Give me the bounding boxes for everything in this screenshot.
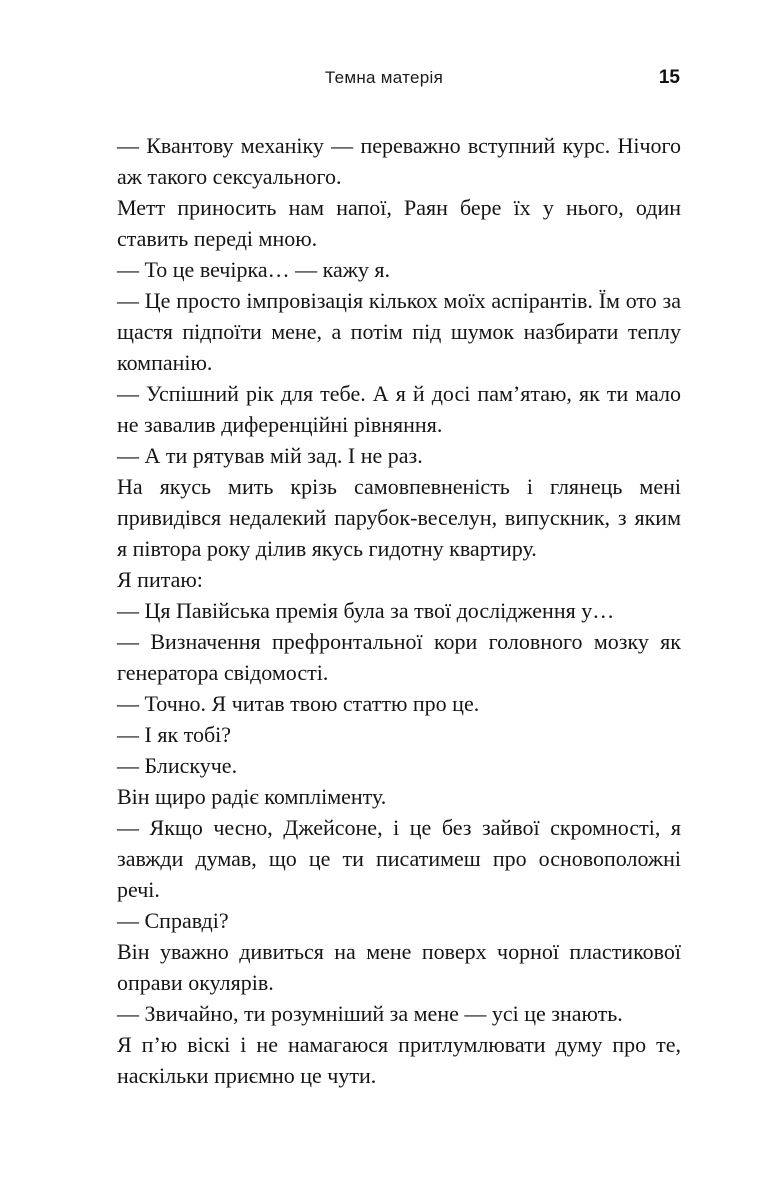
paragraph: — І як тобі? — [117, 722, 232, 747]
body-text — [117, 130, 681, 1091]
paragraph: — Точно. Я читав твою статтю про це. — [117, 691, 480, 716]
paragraph: — Блискуче. — [117, 753, 238, 778]
paragraph: Я питаю: — [117, 567, 203, 592]
paragraph: На якусь мить крізь самовпевненість і глянець мені привидівся недалекий парубок-веселун, випускник, з яким я півтора року ділив якусь гидотну квартиру. — [117, 474, 681, 561]
paragraph: — А ти рятував мій зад. І не раз. — [117, 443, 423, 468]
page-number: 15 — [658, 67, 680, 88]
paragraph: — Квантову механіку — переважно вступний курс. Нічого аж такого сексуального. — [117, 133, 681, 189]
paragraph: Я п’ю віскі і не намагаюся притлумлювати думу про те, наскільки приємно це чути. — [117, 1032, 681, 1088]
paragraph: Метт приносить нам напої, Раян бере їх у нього, один ставить переді мною. — [117, 195, 681, 251]
paragraph: — Якщо чесно, Джейсоне, і це без зайвої скромності, я завжди думав, що це ти писатимеш про основоположні речі. — [117, 815, 681, 902]
paragraph: — Визначення префронтальної кори головного мозку як генератора свідомості. — [117, 629, 681, 685]
running-head — [0, 68, 768, 96]
paragraph: — То це вечірка… — кажу я. — [117, 257, 391, 282]
paragraph: — Успішний рік для тебе. А я й досі пам’ятаю, як ти мало не завалив диференційні рівняння. — [117, 381, 681, 437]
paragraph: — Це просто імпровізація кількох моїх аспірантів. Їм ото за щастя підпоїти мене, а потім під шумок назбирати теплу компанію. — [117, 288, 681, 375]
paragraph: — Звичайно, ти розумніший за мене — усі це знають. — [117, 1001, 623, 1026]
paragraph: — Справді? — [117, 908, 229, 933]
running-title: Темна матерія — [324, 68, 444, 87]
paragraph: — Ця Павійська премія була за твої дослідження у… — [117, 598, 615, 623]
paragraph: Він уважно дивиться на мене поверх чорної пластикової оправи окулярів. — [117, 939, 681, 995]
paragraph: Він щиро радіє компліменту. — [117, 784, 387, 809]
